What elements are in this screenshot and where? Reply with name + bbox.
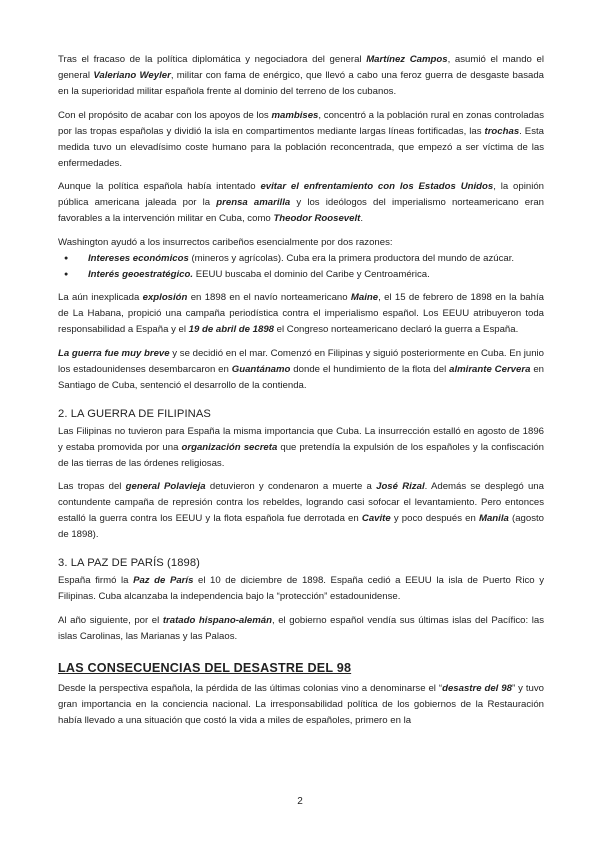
emphasis: Cavite bbox=[361, 513, 391, 524]
text: , el gobierno español vendía sus últimas islas del Pacífico: las islas Carolinas, las Marianas y las Palaos. bbox=[58, 614, 544, 642]
text: Con el propósito de acabar con los apoyos de los bbox=[58, 109, 272, 121]
text: , concentró a la población rural en zonas controladas por las tropas españolas y dividió la isla en compartimentos mediante largas líneas fortificadas, las bbox=[58, 109, 545, 137]
text: Las tropas del bbox=[58, 481, 126, 492]
emphasis: almirante Cervera bbox=[449, 363, 531, 375]
emphasis: evitar el enfrentamiento con los Estados Unidos bbox=[260, 181, 494, 192]
text: el 10 de diciembre de 1898. España cedió a EEUU la isla de Puerto Rico y Filipinas. Cuba alcanzaba la independencia bajo la “protección” estadounidense. bbox=[58, 575, 544, 602]
emphasis: La guerra fue muy breve bbox=[58, 347, 170, 359]
text: y los ideólogos del imperialismo norteamericano eran favorables a la intervención militar en Cuba, como bbox=[58, 197, 544, 224]
paragraph-filipinas bbox=[58, 424, 544, 472]
page-number: 2 bbox=[297, 796, 303, 807]
emphasis: explosión bbox=[142, 292, 188, 303]
paragraph-mambises bbox=[58, 108, 544, 172]
paragraph-washington: Washington ayudó a los insurrectos caribeños esencialmente por dos razones: bbox=[58, 236, 393, 248]
text: que pretendía la expulsión de los españoles y la confiscación de las tierras de las órdenes religiosas. bbox=[58, 441, 544, 469]
emphasis: tratado hispano-alemán bbox=[162, 614, 272, 626]
emphasis: Valeriano Weyler bbox=[93, 70, 171, 81]
document-page bbox=[58, 52, 544, 736]
emphasis: Theodor Roosevelt bbox=[273, 213, 361, 224]
paragraph-estados-unidos bbox=[58, 179, 544, 227]
paragraph-polavieja bbox=[58, 479, 544, 543]
text: , el 15 de febrero de 1898 en la bahía de La Habana, propició una campaña periodística contra el imperialismo español. Los EEUU atribuyeron toda responsabilidad a España y el bbox=[58, 292, 544, 335]
text: España firmó la bbox=[58, 575, 134, 586]
emphasis: desastre del 98 bbox=[442, 682, 512, 694]
text: donde el hundimiento de la flota del bbox=[290, 363, 450, 375]
emphasis: Paz de París bbox=[133, 575, 194, 586]
reasons-list bbox=[58, 251, 544, 283]
paragraph-tratado bbox=[58, 613, 544, 645]
text: y poco después en bbox=[390, 513, 479, 524]
emphasis: trochas bbox=[484, 125, 520, 137]
text: en 1898 en el navío norteamericano bbox=[187, 292, 351, 303]
heading-paz-paris: 3. LA PAZ DE PARÍS (1898) bbox=[58, 557, 200, 569]
emphasis: Martínez Campos bbox=[366, 54, 448, 65]
text: . bbox=[360, 213, 363, 224]
text: ” y tuvo gran importancia en la conciencia nacional. La irresponsabilidad política de los gobiernos de la Restauración había llevado a una situación que costó la vida a miles de españoles, primero en la bbox=[58, 682, 544, 726]
heading-guerra-filipinas: 2. LA GUERRA DE FILIPINAS bbox=[58, 407, 211, 420]
text: Al año siguiente, por el bbox=[58, 614, 163, 626]
emphasis: Guantánamo bbox=[231, 363, 291, 375]
emphasis: José Rizal bbox=[376, 481, 425, 492]
text: Aunque la política española había intentado bbox=[58, 181, 261, 192]
text: Desde la perspectiva española, la pérdida de las últimas colonias vino a denominarse el “ bbox=[58, 682, 443, 694]
text: y se decidió en el mar. Comenzó en Filipinas y siguió posteriormente en Cuba. En junio los estadounidenses desembarcaron en bbox=[58, 347, 545, 375]
text: el Congreso norteamericano declaró la guerra a España. bbox=[274, 324, 519, 335]
text: . Esta medida tuvo un elevadísimo coste humano para la población reconcentrada, que empezó a ser víctima de las enfermedades. bbox=[58, 125, 544, 169]
text: Tras el fracaso de la política diplomática y negociadora del general bbox=[58, 54, 367, 65]
paragraph-paz-paris bbox=[58, 573, 544, 605]
list-item bbox=[58, 251, 544, 267]
text: detuvieron y condenaron a muerte a bbox=[205, 481, 377, 492]
text: , asumió el mando el general bbox=[58, 54, 544, 81]
emphasis: 19 de abril de 1898 bbox=[188, 324, 274, 335]
text: . Además se desplegó una contundente campaña de represión contra los rebeldes, logrando casi sofocar el levantamiento. Pero entonces estalló la guerra contra los EEUU y la flota española fue derrotada en bbox=[58, 481, 544, 524]
text: (mineros y agrícolas). Cuba era la primera productora del mundo de azúcar. bbox=[188, 252, 515, 264]
paragraph-desastre bbox=[58, 681, 544, 729]
text: EEUU buscaba el dominio del Caribe y Centroamérica. bbox=[193, 268, 430, 280]
list-item bbox=[58, 267, 544, 283]
text: , la opinión pública americana jaleada por la bbox=[58, 181, 544, 208]
heading-consecuencias: LAS CONSECUENCIAS DEL DESASTRE DEL 98 bbox=[58, 660, 352, 675]
text: La aún inexplicada bbox=[58, 292, 143, 303]
emphasis: Intereses económicos bbox=[88, 252, 189, 264]
paragraph-guerra-breve bbox=[58, 346, 544, 394]
text: Las Filipinas no tuvieron para España la misma importancia que Cuba. La insurrección estalló en agosto de 1896 y estaba promovida por una bbox=[58, 425, 544, 453]
emphasis: Manila bbox=[478, 513, 509, 524]
emphasis: Maine bbox=[350, 292, 379, 303]
text: , militar con fama de enérgico, que llevó a cabo una feroz guerra de desgaste basada en la superioridad militar española frente al dominio del terreno de los cubanos. bbox=[58, 70, 544, 97]
emphasis: general Polavieja bbox=[125, 481, 206, 492]
emphasis: Interés geoestratégico. bbox=[88, 268, 194, 280]
emphasis: organización secreta bbox=[181, 441, 278, 453]
emphasis: mambises bbox=[271, 109, 319, 121]
text: en Santiago de Cuba, sentenció el desarrollo de la contienda. bbox=[58, 363, 545, 391]
text: (agosto de 1898). bbox=[58, 513, 544, 540]
paragraph-maine bbox=[58, 290, 544, 338]
emphasis: prensa amarilla bbox=[216, 197, 291, 208]
paragraph-weyler bbox=[58, 52, 544, 100]
